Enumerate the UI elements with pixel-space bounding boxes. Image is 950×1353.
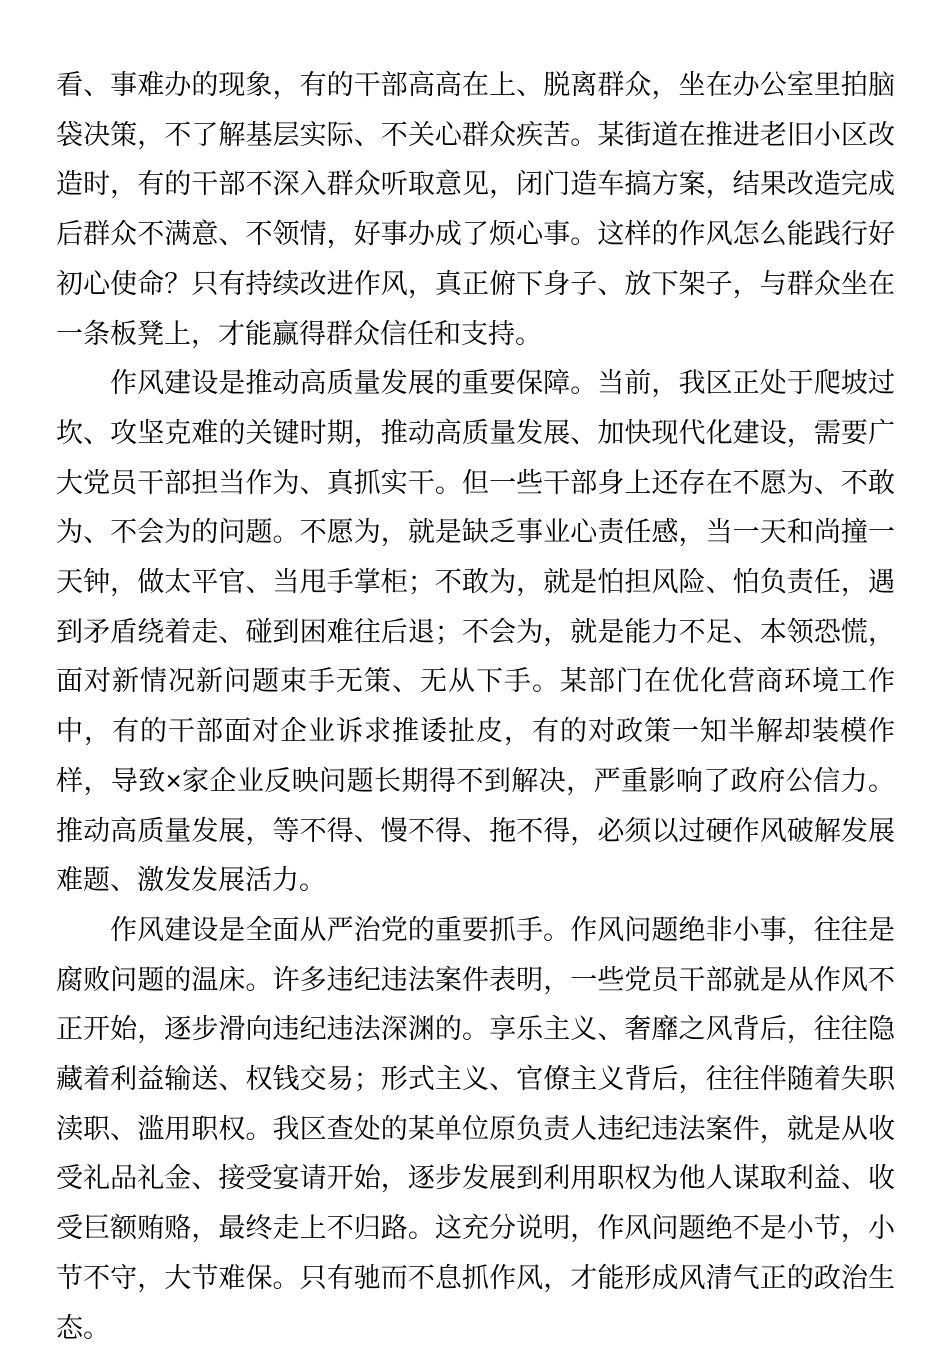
paragraph-1: 看、事难办的现象，有的干部高高在上、脱离群众，坐在办公室里拍脑袋决策，不了解基层实际、不关心群众疾苦。某街道在推进老旧小区改造时，有的干部不深入群众听取意见，闭门造车搞方案，结果改造完成后群众不满意、不领情，好事办成了烦心事。这样的作风怎么能践行好初心使命？只有持续改进作风，真正俯下身子、放下架子，与群众坐在一条板凳上，才能赢得群众信任和支持。	[56, 70, 895, 349]
paragraph-3: 作风建设是全面从严治党的重要抓手。作风问题绝非小事，往往是腐败问题的温床。许多违纪违法案件表明，一些党员干部就是从作风不正开始，逐步滑向违纪违法深渊的。享乐主义、奢靡之风背后，往往隐藏着利益输送、权钱交易；形式主义、官僚主义背后，往往伴随着失职渎职、滥用职权。我区查处的某单位原负责人违纪违法案件，就是从收受礼品礼金、接受宴请开始，逐步发展到利用职权为他人谋取利益、收受巨额贿赂，最终走上不归路。这充分说明，作风问题绝不是小节，小节不守，大节难保。只有驰而不息抓作风，才能形成风清气正的政治生态。	[56, 914, 895, 1343]
document-body	[56, 61, 895, 1353]
paragraph-2: 作风建设是推动高质量发展的重要保障。当前，我区正处于爬坡过坎、攻坚克难的关键时期，推动高质量发展、加快现代化建设，需要广大党员干部担当作为、真抓实干。但一些干部身上还存在不愿为、不敢为、不会为的问题。不愿为，就是缺乏事业心责任感，当一天和尚撞一天钟，做太平官、当甩手掌柜；不敢为，就是怕担风险、怕负责任，遇到矛盾绕着走、碰到困难往后退；不会为，就是能力不足、本领恐慌，面对新情况新问题束手无策、无从下手。某部门在优化营商环境工作中，有的干部面对企业诉求推诿扯皮，有的对政策一知半解却装模作样，导致×家企业反映问题长期得不到解决，严重影响了政府公信力。推动高质量发展，等不得、慢不得、拖不得，必须以过硬作风破解发展难题、激发发展活力。	[56, 368, 895, 896]
